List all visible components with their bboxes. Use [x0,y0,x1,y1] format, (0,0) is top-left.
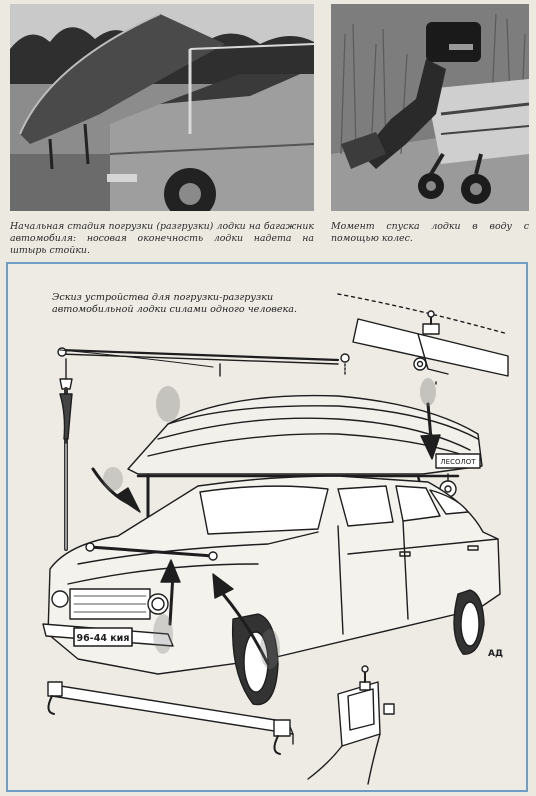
photo-boat-loading [10,4,314,211]
caption-boat-loading: Начальная стадия погрузки (разгрузки) лодки на багажник автомобиля: носовая оконечность лодки надета на штырь стойки. [10,221,314,256]
photo-boat-wheels [331,4,529,211]
drawing-panel [6,262,528,792]
artist-monogram: АД [488,649,503,659]
drawing-caption: Эскиз устройства для погрузки-разгрузки автомобильной лодки силами одного человека. [52,292,297,315]
license-plate: 96-44 кия [76,633,130,644]
boat-badge: ЛЕСОЛОТ [440,458,476,466]
loading-device-sketch [8,264,526,790]
caption-boat-wheels: Момент спуска лодки в воду с помощью колес. [331,221,529,244]
